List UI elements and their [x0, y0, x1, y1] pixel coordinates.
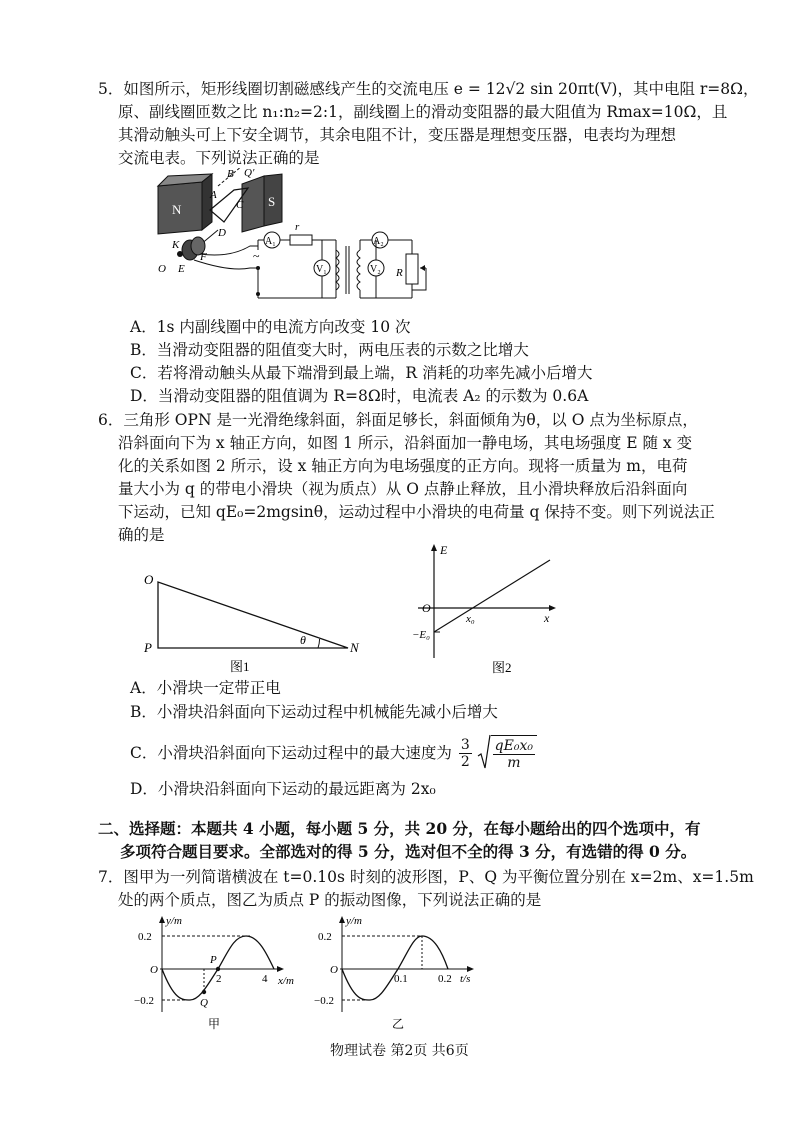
q6-line-3: 化的关系如图 2 所示，设 x 轴正方向为电场强度的正方向。现将一质量为 m，电荷 — [118, 457, 688, 475]
q5-option-a: A．1s 内副线圈中的电流方向改变 10 次 — [130, 318, 411, 336]
section-2-heading-line-1: 二、选择题：本题共 4 小题，每小题 5 分，共 20 分，在每小题给出的四个选项中，有 — [98, 819, 701, 838]
label-t1: 0.1 — [394, 973, 408, 985]
fig2-caption: 图2 — [492, 660, 512, 675]
ammeter-a1: A₁ — [265, 236, 276, 247]
q5-number: 5． — [98, 80, 124, 98]
label-xlabel: x/m — [278, 975, 294, 987]
label-y-bot: −0.2 — [134, 995, 154, 1007]
label-r-small: r — [295, 221, 300, 233]
q5-circuit-figure — [150, 168, 450, 308]
label-q-prime: Q′ — [244, 168, 255, 179]
caption-yi: 乙 — [392, 1017, 405, 1031]
label-ylabel-b: y/m — [346, 915, 362, 927]
q6-line-1: 6．三角形 OPN 是一光滑绝缘斜面，斜面足够长，斜面倾角为θ，以 O 点为坐标原点， — [98, 411, 698, 429]
q6-figure-1 — [140, 570, 370, 676]
q7-line-1: 7．图甲为一列简谐横波在 t=0.10s 时刻的波形图，P、Q 为平衡位置分别在 x=2m、x=1.5m — [98, 868, 754, 886]
q5-line-4: 交流电表。下列说法正确的是 — [118, 149, 320, 167]
label-s: S — [268, 194, 276, 209]
magnet-s — [242, 176, 264, 232]
label-y-top-b: 0.2 — [318, 931, 332, 943]
ammeter-a2: A₂ — [373, 236, 384, 247]
q5-line-1: 5．如图所示，矩形线圈切割磁感线产生的交流电压 e = 12√2 sin 20πt(V)，其中电阻 r=8Ω， — [98, 80, 759, 98]
q7-number: 7． — [98, 868, 124, 886]
label-q: Q — [200, 997, 208, 1009]
label-x: x — [544, 611, 550, 625]
label-r-rheostat: R — [396, 267, 403, 279]
label-c: C — [236, 199, 244, 211]
label-p: P — [144, 640, 152, 655]
label-theta: θ — [300, 633, 306, 647]
q5-line-2: 原、副线圈匝数之比 n₁:n₂=2:1，副线圈上的滑动变阻器的最大阻值为 Rmax=10Ω，且 — [118, 103, 728, 121]
label-e: E — [440, 543, 448, 557]
label-d: D — [218, 227, 226, 239]
label-x0: x₀ — [466, 613, 475, 625]
e-field-line — [434, 560, 550, 632]
label-o: O — [158, 263, 166, 275]
section-2-heading-line-2: 多项符合题目要求。全部选对的得 5 分，选对但不全的得 3 分，有选错的得 0 分。 — [120, 842, 697, 861]
label-tlabel: t/s — [460, 973, 471, 985]
voltmeter-v1: V₁ — [316, 264, 327, 275]
q6-option-c: C．小滑块沿斜面向下运动过程中的最大速度为 $\frac{3}{2}$ qE₀x₀ m — [130, 734, 537, 774]
vibration-curve — [342, 936, 448, 1000]
label-o-b: O — [330, 964, 338, 976]
voltmeter-v2: V₂ — [370, 264, 381, 275]
q7-figure-jia — [130, 912, 310, 1034]
caption-jia: 甲 — [208, 1017, 221, 1031]
label-neg-e0: −E₀ — [412, 629, 430, 641]
point-q — [202, 990, 206, 994]
fraction-3-2: $\frac{3}{2}$ — [460, 736, 470, 770]
label-o: O — [150, 964, 158, 976]
q6-line-5: 下运动，已知 qE₀=2mgsinθ，运动过程中小滑块的电荷量 q 保持不变。则下列说法正 — [118, 503, 715, 521]
label-n: N — [172, 202, 182, 217]
q6-option-d: D．小滑块沿斜面向下运动的最远距离为 2x₀ — [130, 780, 436, 798]
label-ylabel: y/m — [166, 915, 182, 927]
q6-line-4: 量大小为 q 的带电小滑块（视为质点）从 O 点静止释放，且小滑块释放后沿斜面向 — [118, 480, 688, 498]
label-x4: 4 — [262, 973, 268, 985]
q5-option-d: D．当滑动变阻器的阻值调为 R=8Ω时，电流表 A₂ 的示数为 0.6A — [130, 387, 589, 405]
q6-line-6: 确的是 — [118, 526, 165, 544]
label-o2: O — [422, 601, 431, 615]
incline-triangle — [158, 582, 348, 648]
label-y-bot-b: −0.2 — [314, 995, 334, 1007]
label-e: E — [178, 263, 185, 275]
label-y-top: 0.2 — [138, 931, 152, 943]
point-p — [216, 967, 220, 971]
label-k: K — [172, 239, 180, 251]
label-a: A — [210, 189, 217, 201]
q6-option-a: A．小滑块一定带正电 — [130, 679, 281, 697]
q6-option-b: B．小滑块沿斜面向下运动过程中机械能先减小后增大 — [130, 703, 498, 721]
fig1-caption: 图1 — [230, 659, 250, 674]
label-b: B — [227, 168, 234, 180]
q5-option-b: B．当滑动变阻器的阻值变大时，两电压表的示数之比增大 — [130, 341, 529, 359]
q7-figure-yi — [310, 912, 490, 1034]
label-o: O — [144, 572, 154, 587]
label-x2: 2 — [216, 973, 222, 985]
label-f: F — [200, 251, 207, 263]
q5-line-3: 其滑动触头可上下安全调节，其余电阻不计，变压器是理想变压器，电表均为理想 — [118, 126, 677, 144]
label-p: P — [210, 954, 217, 966]
q6-figure-2 — [412, 540, 562, 676]
q7-line-2: 处的两个质点，图乙为质点 P 的振动图像，下列说法正确的是 — [118, 891, 542, 909]
q6-number: 6． — [98, 411, 124, 429]
q6-line-2: 沿斜面向下为 x 轴正方向，如图 1 所示，沿斜面加一静电场，其电场强度 E 随 x 变 — [118, 434, 693, 452]
page-footer: 物理试卷 第2页 共6页 — [330, 1043, 469, 1059]
q5-option-c: C．若将滑动触头从最下端滑到最上端，R 消耗的功率先减小后增大 — [130, 364, 593, 382]
sqrt-symbol: qE₀x₀ m — [477, 734, 537, 772]
label-n: N — [350, 640, 359, 655]
label-t2: 0.2 — [438, 973, 452, 985]
ac-symbol: ~ — [253, 249, 260, 263]
